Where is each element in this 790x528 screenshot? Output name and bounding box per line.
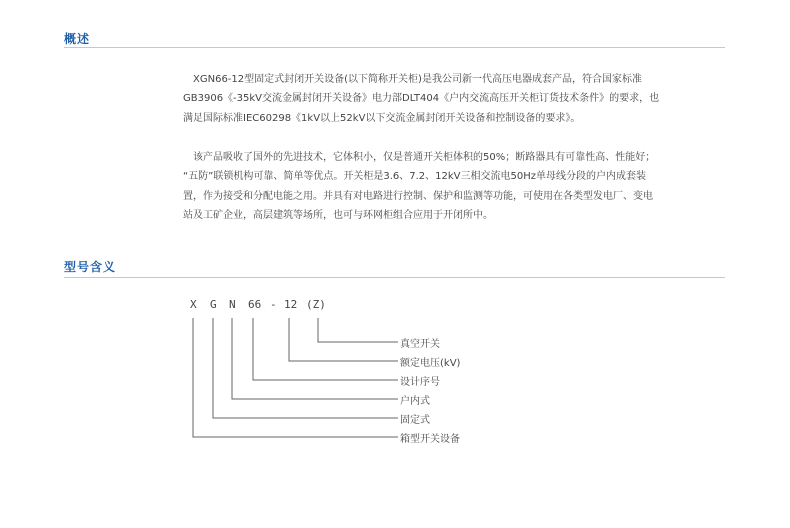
meaning-indoor: 户内式 [400, 396, 430, 407]
paragraph-line: XGN66-12型固定式封闭开关设备(以下简称开关柜)是我公司新一代高压电器成套产品，符合国家标准 [193, 74, 642, 85]
paragraph-line: 满足国际标准IEC60298《1kV以上52kV以下交流金属封闭开关设备和控制设备的要求》。 [183, 112, 581, 124]
paragraph-line: 置，作为接受和分配电能之用。并具有对电路进行控制、保护和监测等功能，可使用在各类型发电厂、变电 [183, 190, 653, 202]
code-part-66: 66 [248, 298, 262, 311]
meaning-box-switchgear: 箱型开关设备 [400, 434, 460, 445]
paragraph-line: 该产品吸收了国外的先进技术，它体积小，仅是普通开关柜体积的50%；断路器具有可靠性高、性能好； [193, 152, 656, 163]
paragraph-line: 站及工矿企业，高层建筑等场所，也可与环网柜组合应用于开闭所中。 [183, 210, 493, 221]
bracket-line-66 [253, 318, 398, 380]
meaning-fixed: 固定式 [400, 415, 430, 426]
bracket-line-x [193, 318, 398, 437]
bracket-line-n [232, 318, 398, 399]
code-part-n: N [229, 298, 236, 311]
meaning-vacuum-switch: 真空开关 [400, 339, 440, 350]
meaning-rated-voltage: 额定电压(kV) [400, 358, 461, 369]
bracket-line-g [213, 318, 398, 418]
bracket-line-12 [289, 318, 398, 361]
model-meaning-heading: 型号含义 [64, 260, 117, 274]
code-part-x: X [190, 298, 197, 311]
code-part-z: (Z) [306, 298, 326, 311]
code-part-12: 12 [284, 298, 298, 311]
meaning-design-number: 设计序号 [400, 377, 440, 388]
code-part-g: G [210, 298, 217, 311]
paragraph-line: GB3906《-35kV交流金属封闭开关设备》电力部DLT404《户内交流高压开关柜订货技术条件》的要求，也 [183, 93, 660, 104]
paragraph-line: “五防”联锁机构可靠、简单等优点。开关柜是3.6、7.2、12kV三相交流电50Hz单母线分段的户内成套装 [183, 171, 647, 182]
code-part-dash: - [270, 298, 277, 311]
bracket-line-z [318, 318, 398, 342]
overview-heading: 概述 [64, 32, 91, 46]
